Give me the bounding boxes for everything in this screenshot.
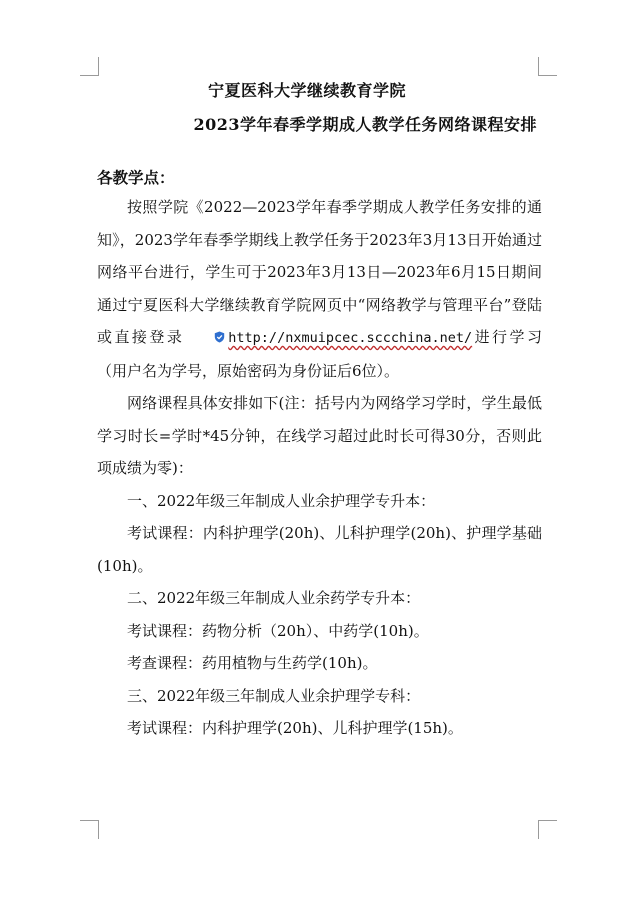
platform-link[interactable]: http://nxmuipcec.sccchina.net/ [228, 330, 473, 346]
document-title-institution: 宁夏医科大学继续教育学院 [207, 81, 406, 100]
course-line: 考查课程：药用植物与生药学(10h)。 [127, 654, 378, 672]
salutation: 各教学点： [97, 168, 175, 187]
section-heading: 三、2022年级三年制成人业余护理学专科： [127, 686, 421, 705]
page-corner-mark-top-right [538, 57, 557, 76]
section-heading: 一、2022年级三年制成人业余护理学专升本： [127, 491, 436, 510]
page-corner-mark-bottom-right [538, 820, 557, 839]
schedule-note: 网络课程具体安排如下(注：括号内为网络学习学时，学生最低学习时长=学时*45分钟，在线学习超过此时长可得30分，否则此项成绩为零)： [97, 394, 542, 477]
document-title-subject: 2023学年春季学期成人教学任务网络课程安排 [193, 115, 537, 134]
intro-text: 按照学院《2022—2023学年春季学期成人教学任务安排的通知》，2023学年春季学期线上教学任务于2023年3月13日开始通过网络平台进行，学生可于2023年3月13日—2023年6月15日期间通过宁夏医科大学继续教育学院网页中“网络教学与管理平台”登陆或直接登录 [97, 198, 542, 346]
course-line: 考试课程：药物分析（20h）、中药学(10h)。 [127, 621, 429, 640]
section-heading: 二、2022年级三年制成人业余药学专升本： [127, 589, 421, 607]
document-page [97, 78, 542, 745]
intro-text-end: 进行学习（用户名为学号，原始密码为身份证后6位）。 [97, 328, 542, 380]
course-line: 考试课程：内科护理学(20h)、儿科护理学(15h)。 [127, 719, 463, 737]
course-line: 考试课程：内科护理学(20h)、儿科护理学(20h)、护理学基础(10h)。 [97, 524, 542, 575]
page-corner-mark-top-left [80, 57, 99, 76]
page-corner-mark-bottom-left [80, 820, 99, 839]
intro-paragraph [97, 191, 542, 387]
shield-icon [184, 322, 225, 355]
